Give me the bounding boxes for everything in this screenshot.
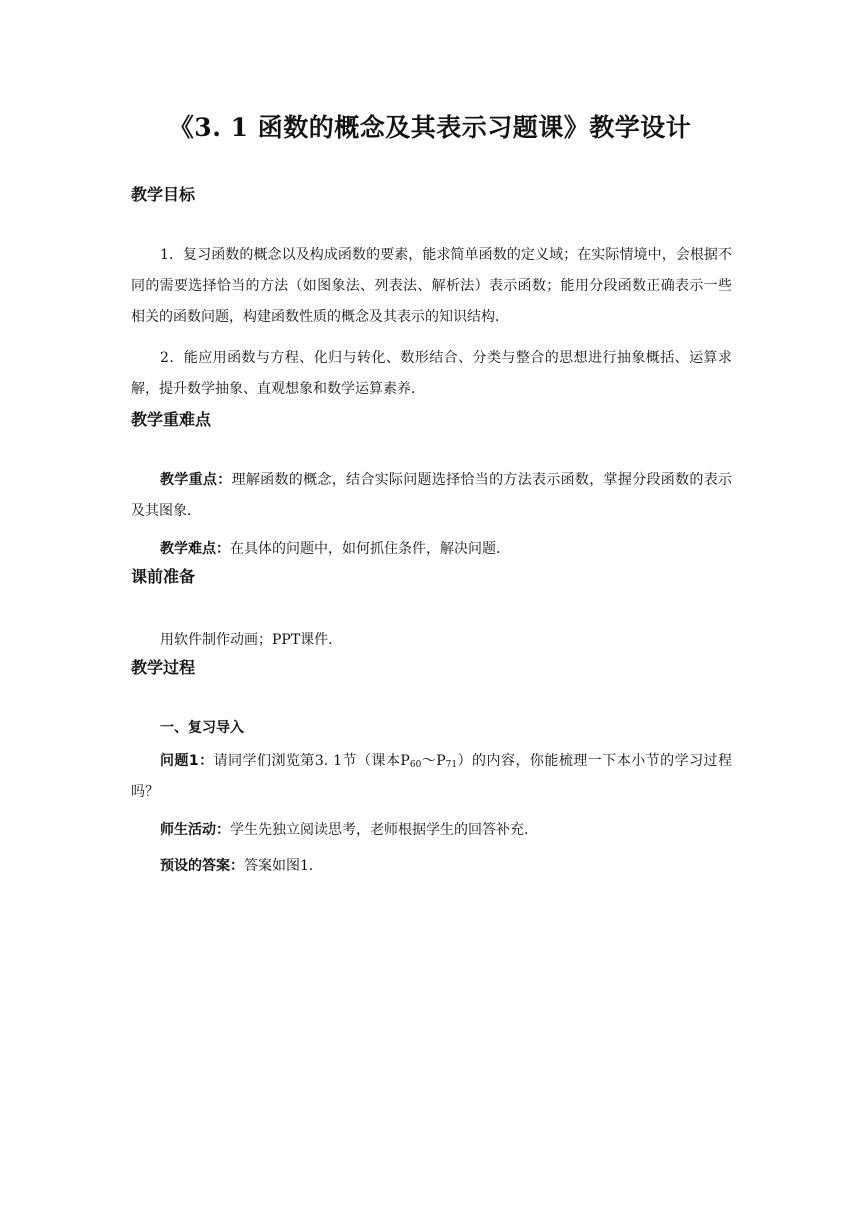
teaching-focus-label: 教学重点： [160, 472, 232, 488]
answer-label: 预设的答案： [160, 858, 244, 874]
question-1-paragraph [131, 746, 732, 808]
teaching-focus-paragraph [131, 465, 732, 527]
teaching-difficulty-label: 教学难点： [160, 541, 230, 557]
teaching-difficulty-text: 在具体的问题中，如何抓住条件，解决问题． [230, 541, 510, 557]
page-start-subscript: 60 [409, 760, 422, 770]
teacher-student-activity [131, 815, 732, 846]
question-1-text-b: ～P [421, 753, 446, 769]
activity-text: 学生先独立阅读思考，老师根据学生的回答补充． [230, 822, 538, 838]
subheading-review-intro [131, 713, 732, 744]
question-1-label: 问题1： [160, 753, 214, 769]
preset-answer [131, 851, 732, 882]
objective-paragraph-2: 2．能应用函数与方程、化归与转化、数形结合、分类与整合的思想进行抽象概括、运算求解，提升数学抽象、直观想象和数学运算素养． [131, 350, 732, 397]
heading-teaching-process: 教学过程 [131, 658, 196, 677]
page-end-subscript: 71 [445, 760, 458, 770]
question-1-text-c: ）的内容，你能梳理一下本小节的学习过程吗？ [131, 753, 732, 800]
document-title: 《3. 1 函数的概念及其表示习题课》教学设计 [168, 113, 692, 142]
answer-text: 答案如图1． [244, 858, 323, 874]
teaching-difficulty-paragraph [131, 534, 732, 565]
heading-teaching-objectives: 教学目标 [131, 185, 196, 204]
heading-key-points: 教学重难点 [131, 410, 212, 429]
activity-label: 师生活动： [160, 822, 230, 838]
teaching-focus-text: 理解函数的概念，结合实际问题选择恰当的方法表示函数，掌握分段函数的表示及其图象． [131, 472, 733, 519]
preparation-text: 用软件制作动画；PPT课件． [160, 632, 343, 648]
question-1-text-a: 请同学们浏览第3. 1节（课本P [213, 753, 410, 769]
heading-preparation: 课前准备 [131, 567, 196, 586]
subheading-review-intro-text: 一、复习导入 [160, 720, 244, 736]
objective-paragraph-1: 1．复习函数的概念以及构成函数的要素，能求简单函数的定义域；在实际情境中，会根据不同的需要选择恰当的方法（如图象法、列表法、解析法）表示函数；能用分段函数正确表示一些相关的函数问题，构建函数性质的概念及其表示的知识结构． [131, 247, 732, 325]
